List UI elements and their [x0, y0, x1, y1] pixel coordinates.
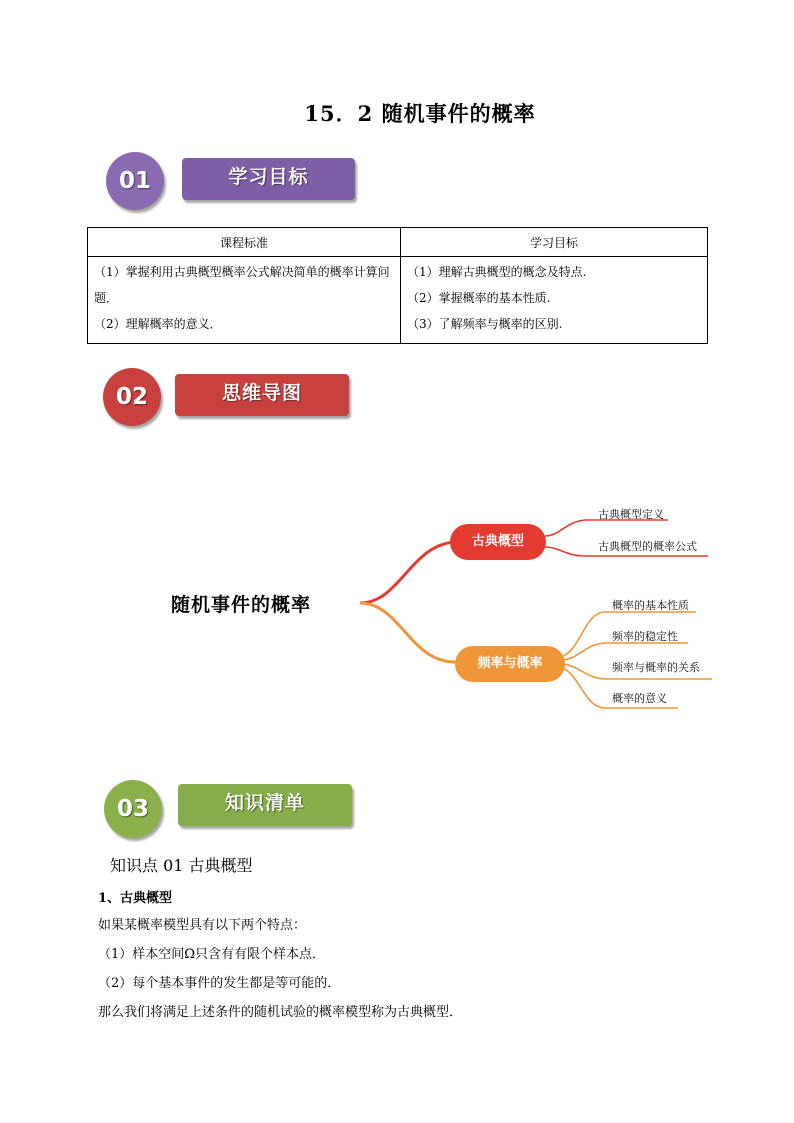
table-header-standard: 课程标准: [88, 228, 401, 257]
mindmap-leaf: 概率的意义: [612, 692, 667, 705]
table-line: （2）掌握概率的基本性质.: [407, 291, 551, 305]
table-line: （1）理解古典概型的概念及特点.: [407, 265, 587, 279]
mindmap-leaf: 古典概型的概率公式: [598, 540, 697, 553]
page-title: 15．2 随机事件的概率: [304, 101, 536, 126]
mindmap-root: 随机事件的概率: [171, 594, 312, 616]
knowledge-line: （1）样本空间Ω只含有有限个样本点．: [98, 947, 326, 962]
table-header-goal: 学习目标: [401, 228, 708, 257]
knowledge-line: 那么我们将满足上述条件的随机试验的概率模型称为古典概型．: [98, 1005, 463, 1020]
mindmap-leaf: 频率的稳定性: [612, 630, 678, 643]
mindmap-leaf: 概率的基本性质: [612, 599, 689, 612]
section-bar: [178, 784, 352, 826]
mindmap-leaf: 古典概型定义: [598, 508, 664, 521]
section-label: 知识清单: [224, 792, 305, 814]
section-03-banner: [104, 780, 364, 842]
table-line: （3）了解频率与概率的区别.: [407, 317, 563, 331]
section-number-badge: [104, 780, 162, 838]
knowledge-line: 如果某概率模型具有以下两个特点：: [98, 918, 307, 933]
mindmap-branch-classical: 古典概型: [450, 524, 546, 560]
section-number: 02: [115, 384, 148, 410]
mindmap-leaf: 频率与概率的关系: [612, 661, 700, 674]
section-label: 思维导图: [221, 382, 302, 404]
section-number: 03: [116, 796, 149, 822]
section-number: 01: [118, 168, 151, 194]
knowledge-subtitle: 1、古典概型: [98, 891, 173, 906]
table-line: （2）理解概率的意义．: [94, 317, 222, 331]
section-label: 学习目标: [228, 166, 309, 188]
knowledge-point-title: 知识点 01 古典概型: [110, 856, 253, 875]
knowledge-line: （2）每个基本事件的发生都是等可能的．: [98, 976, 341, 991]
mindmap-branch-frequency: 频率与概率: [455, 646, 565, 682]
table-line: （1）掌握利用古典概型概率公式解决简单的概率计算问题．: [94, 265, 390, 305]
